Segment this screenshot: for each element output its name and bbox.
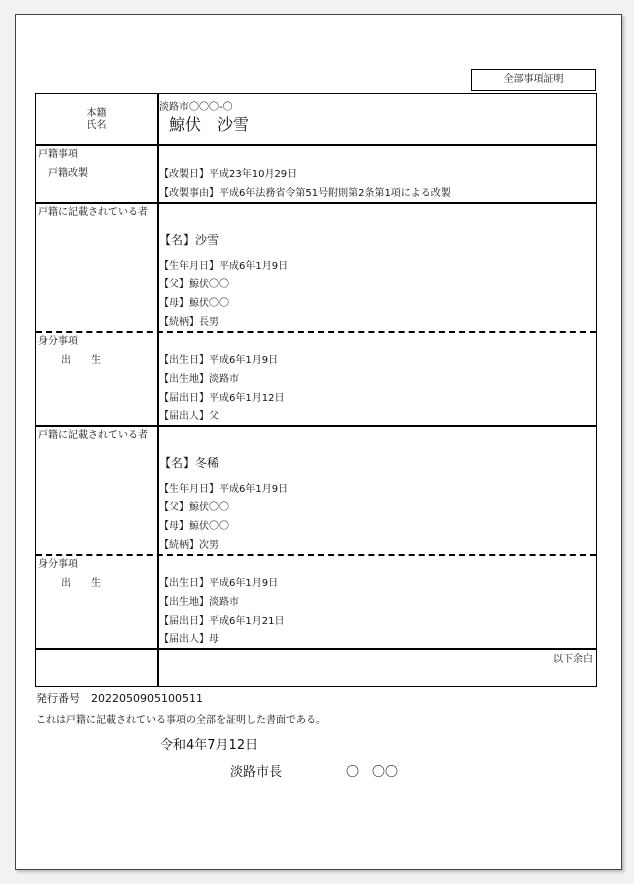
reporter: 【届出人】父 bbox=[159, 411, 219, 422]
report-date: 【届出日】平成6年1月12日 bbox=[159, 393, 285, 404]
person-given-name: 【名】冬稀 bbox=[159, 456, 220, 470]
event-place: 【出生地】淡路市 bbox=[159, 374, 239, 385]
row-divider bbox=[36, 425, 596, 427]
document-page bbox=[15, 14, 622, 870]
event-place: 【出生地】淡路市 bbox=[159, 597, 239, 608]
person-given-name: 【名】沙雪 bbox=[159, 233, 220, 247]
issue-number: 発行番号 2022050905100511 bbox=[36, 692, 203, 705]
person-relation: 【続柄】長男 bbox=[159, 317, 219, 328]
row-divider bbox=[36, 648, 596, 650]
person-birth-date: 【生年月日】平成6年1月9日 bbox=[159, 484, 289, 495]
revision-reason: 【改製事由】平成6年法務省令第51号附則第2条第1項による改製 bbox=[159, 188, 451, 199]
honseki-address: 淡路市〇〇〇-〇 bbox=[159, 102, 233, 113]
honseki-label: 本籍 bbox=[86, 108, 107, 119]
dashed-divider bbox=[36, 554, 596, 556]
dashed-divider bbox=[36, 331, 596, 333]
status-section-label: 身分事項 bbox=[38, 559, 78, 570]
row-divider bbox=[36, 144, 596, 146]
person-mother: 【母】鯨伏〇〇 bbox=[159, 521, 229, 532]
person-mother: 【母】鯨伏〇〇 bbox=[159, 298, 229, 309]
end-note: 以下余白 bbox=[553, 654, 593, 665]
certificate-type-label: 全部事項証明 bbox=[471, 69, 596, 91]
issue-date: 令和4年7月12日 bbox=[160, 738, 259, 753]
koseki-sub-label: 戸籍改製 bbox=[48, 168, 88, 179]
person-father: 【父】鯨伏〇〇 bbox=[159, 279, 229, 290]
mayor-name: 〇 〇〇 bbox=[346, 765, 399, 780]
shimei-label: 氏名 bbox=[86, 120, 107, 131]
person-birth-date: 【生年月日】平成6年1月9日 bbox=[159, 261, 289, 272]
event-label: 出 生 bbox=[61, 355, 101, 366]
reporter: 【届出人】母 bbox=[159, 634, 219, 645]
event-date: 【出生日】平成6年1月9日 bbox=[159, 578, 279, 589]
koseki-section-label: 戸籍事項 bbox=[38, 149, 78, 160]
person-section-label: 戸籍に記載されている者 bbox=[38, 207, 148, 218]
koseki-table bbox=[35, 93, 597, 687]
person-section-label: 戸籍に記載されている者 bbox=[38, 430, 148, 441]
mayor-title: 淡路市長 bbox=[230, 765, 283, 780]
row-divider bbox=[36, 202, 596, 204]
certification-statement: これは戸籍に記載されている事項の全部を証明した書面である。 bbox=[36, 715, 326, 726]
event-date: 【出生日】平成6年1月9日 bbox=[159, 355, 279, 366]
person-relation: 【続柄】次男 bbox=[159, 540, 219, 551]
report-date: 【届出日】平成6年1月21日 bbox=[159, 616, 285, 627]
revision-date: 【改製日】平成23年10月29日 bbox=[159, 169, 298, 180]
person-father: 【父】鯨伏〇〇 bbox=[159, 502, 229, 513]
person-name: 鯨伏 沙雪 bbox=[169, 115, 250, 134]
event-label: 出 生 bbox=[61, 578, 101, 589]
status-section-label: 身分事項 bbox=[38, 336, 78, 347]
